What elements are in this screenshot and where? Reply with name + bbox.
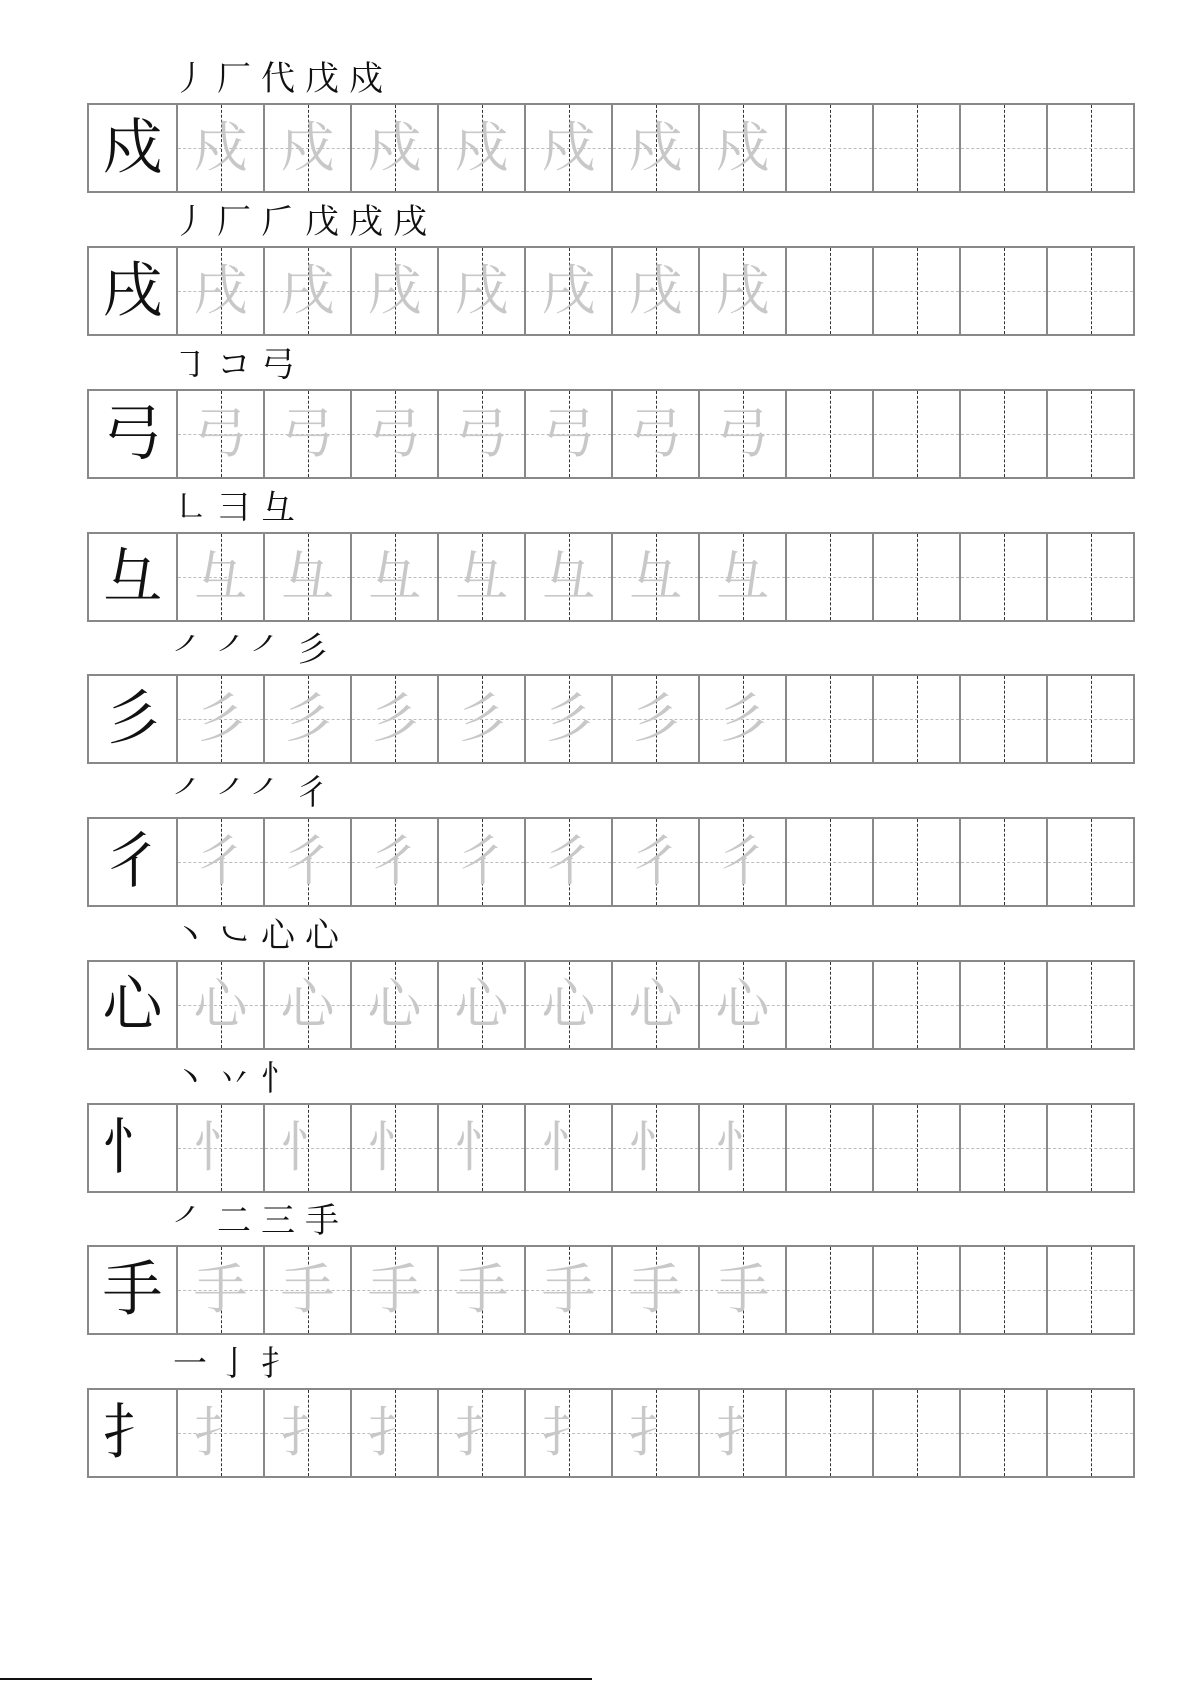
blank-writing-cell [872,819,959,905]
trace-character: 手 [193,1258,248,1321]
vertical-guide-line [917,105,918,191]
trace-character: 戍 [715,116,770,179]
trace-character: 戌 [454,259,509,322]
trace-cell [263,1105,350,1191]
trace-cell [176,962,263,1048]
practice-row [87,389,1135,479]
trace-character: 戌 [541,259,596,322]
trace-cell [350,391,437,477]
stroke-order [173,630,339,670]
blank-writing-cell [1046,248,1133,334]
blank-writing-cell [872,1105,959,1191]
practice-row [87,103,1135,193]
trace-cell [524,1390,611,1476]
vertical-guide-line [830,962,831,1048]
blank-writing-cell [785,248,872,334]
blank-writing-cell [872,1390,959,1476]
vertical-guide-line [917,1390,918,1476]
trace-character: 彡 [280,687,335,750]
trace-character: 扌 [541,1401,596,1464]
model-character: 彡 [102,684,163,754]
trace-cell [611,819,698,905]
vertical-guide-line [917,676,918,762]
stroke-step: 忄 [261,1059,295,1099]
blank-writing-cell [872,105,959,191]
vertical-guide-line [1091,1105,1092,1191]
vertical-guide-line [1091,1390,1092,1476]
blank-writing-cell [959,248,1046,334]
trace-cell [176,105,263,191]
trace-cell [524,962,611,1048]
trace-cell [437,676,524,762]
blank-writing-cell [785,676,872,762]
trace-cell [176,1247,263,1333]
stroke-step: 扌 [261,1344,295,1384]
trace-character: 戍 [628,116,683,179]
trace-cell [176,391,263,477]
trace-cell [176,819,263,905]
trace-cell [350,1390,437,1476]
model-cell [89,1105,176,1191]
stroke-step: ㇒㇒ [217,630,285,670]
trace-character: 戌 [628,259,683,322]
trace-cell [263,391,350,477]
blank-writing-cell [872,962,959,1048]
trace-character: 戌 [367,259,422,322]
stroke-step: ㇆ [173,345,207,385]
blank-writing-cell [872,248,959,334]
vertical-guide-line [830,534,831,620]
vertical-guide-line [1091,962,1092,1048]
trace-character: 彡 [193,687,248,750]
trace-cell [698,105,785,191]
vertical-guide-line [1004,1247,1005,1333]
vertical-guide-line [1004,534,1005,620]
trace-character: 手 [715,1258,770,1321]
stroke-step: 弓 [261,345,295,385]
trace-cell [611,391,698,477]
model-cell [89,1390,176,1476]
stroke-step: 𠂆 [261,202,295,242]
blank-writing-cell [959,1247,1046,1333]
trace-cell [350,248,437,334]
model-character: 戌 [102,256,163,326]
stroke-step: 代 [261,59,295,99]
stroke-step: 彑 [261,488,295,528]
trace-character: 忄 [541,1116,596,1179]
trace-character: 彑 [715,545,770,608]
practice-row [87,817,1135,907]
model-character: 彑 [102,542,163,612]
trace-cell [263,248,350,334]
stroke-step: 彡 [295,630,329,670]
practice-row [87,674,1135,764]
trace-cell [524,248,611,334]
trace-character: 彳 [628,830,683,893]
blank-writing-cell [872,1247,959,1333]
stroke-order [173,59,393,99]
stroke-step: 三 [261,1201,295,1241]
trace-character: 弓 [367,402,422,465]
stroke-step: 厂 [217,202,251,242]
vertical-guide-line [830,819,831,905]
trace-cell [176,676,263,762]
practice-row [87,960,1135,1050]
trace-cell [437,105,524,191]
vertical-guide-line [830,1105,831,1191]
blank-writing-cell [1046,1105,1133,1191]
trace-character: 心 [280,973,335,1036]
blank-writing-cell [1046,1390,1133,1476]
trace-character: 扌 [367,1401,422,1464]
trace-character: 手 [454,1258,509,1321]
trace-character: 忄 [628,1116,683,1179]
trace-cell [437,1247,524,1333]
stroke-step: 亅 [217,1344,251,1384]
trace-cell [437,391,524,477]
trace-character: 彳 [367,830,422,893]
stroke-step: ㇒ [173,1201,207,1241]
model-cell [89,962,176,1048]
trace-cell [611,962,698,1048]
trace-character: 彑 [280,545,335,608]
model-character: 心 [102,970,163,1040]
stroke-order [173,1059,305,1099]
blank-writing-cell [785,962,872,1048]
trace-character: 忄 [193,1116,248,1179]
vertical-guide-line [917,534,918,620]
trace-cell [350,1105,437,1191]
stroke-step: コ [217,345,251,385]
vertical-guide-line [1004,1390,1005,1476]
trace-character: 心 [541,973,596,1036]
blank-writing-cell [785,534,872,620]
trace-cell [524,534,611,620]
trace-cell [524,1247,611,1333]
stroke-order [173,1201,349,1241]
vertical-guide-line [830,248,831,334]
blank-writing-cell [959,105,1046,191]
trace-cell [437,962,524,1048]
trace-character: 扌 [454,1401,509,1464]
stroke-step: 心 [305,916,339,956]
stroke-step: ㇒ [173,773,207,813]
trace-character: 戍 [367,116,422,179]
trace-cell [698,676,785,762]
trace-cell [698,534,785,620]
model-cell [89,248,176,334]
vertical-guide-line [830,105,831,191]
stroke-step: 戌 [349,202,383,242]
trace-character: 戌 [280,259,335,322]
blank-writing-cell [872,534,959,620]
trace-character: 心 [454,973,509,1036]
trace-character: 弓 [454,402,509,465]
practice-row [87,1103,1135,1193]
stroke-order [173,773,339,813]
vertical-guide-line [917,391,918,477]
trace-character: 戍 [193,116,248,179]
blank-writing-cell [872,391,959,477]
vertical-guide-line [1091,248,1092,334]
trace-character: 心 [193,973,248,1036]
vertical-guide-line [1004,391,1005,477]
blank-writing-cell [785,1247,872,1333]
trace-cell [698,1105,785,1191]
footer-divider [0,1678,592,1680]
trace-character: 忄 [454,1116,509,1179]
trace-character: 戌 [193,259,248,322]
trace-character: 彳 [541,830,596,893]
blank-writing-cell [785,391,872,477]
vertical-guide-line [1091,105,1092,191]
practice-row [87,1245,1135,1335]
blank-writing-cell [872,676,959,762]
trace-character: 弓 [715,402,770,465]
trace-cell [263,1390,350,1476]
blank-writing-cell [1046,819,1133,905]
stroke-step: 丷 [217,1059,251,1099]
model-cell [89,676,176,762]
blank-writing-cell [959,962,1046,1048]
trace-character: 弓 [628,402,683,465]
trace-character: 心 [628,973,683,1036]
model-cell [89,819,176,905]
model-character: 忄 [102,1113,163,1183]
trace-character: 彡 [715,687,770,750]
trace-cell [524,1105,611,1191]
vertical-guide-line [1091,1247,1092,1333]
stroke-step: ㇗ [173,488,207,528]
trace-cell [698,1390,785,1476]
trace-character: 忄 [715,1116,770,1179]
trace-character: 弓 [280,402,335,465]
stroke-order [173,202,437,242]
trace-cell [698,962,785,1048]
trace-character: 忄 [367,1116,422,1179]
blank-writing-cell [785,1390,872,1476]
blank-writing-cell [959,1105,1046,1191]
model-cell [89,391,176,477]
vertical-guide-line [1004,1105,1005,1191]
blank-writing-cell [1046,676,1133,762]
trace-character: 彡 [367,687,422,750]
trace-cell [263,534,350,620]
stroke-step: 厂 [217,59,251,99]
trace-cell [350,105,437,191]
vertical-guide-line [917,1247,918,1333]
vertical-guide-line [830,391,831,477]
stroke-order [173,916,349,956]
trace-character: 扌 [193,1401,248,1464]
stroke-order [173,488,305,528]
vertical-guide-line [830,676,831,762]
blank-writing-cell [959,1390,1046,1476]
trace-character: 彑 [628,545,683,608]
trace-cell [611,105,698,191]
trace-cell [611,534,698,620]
vertical-guide-line [1091,534,1092,620]
vertical-guide-line [1004,676,1005,762]
trace-cell [437,534,524,620]
trace-character: 手 [367,1258,422,1321]
trace-character: 彳 [454,830,509,893]
trace-character: 手 [541,1258,596,1321]
stroke-step: 丿 [173,59,207,99]
trace-cell [176,248,263,334]
blank-writing-cell [785,819,872,905]
vertical-guide-line [1004,819,1005,905]
stroke-step: 丶 [173,1059,207,1099]
stroke-step: 彳 [295,773,329,813]
stroke-step: 戊 [305,59,339,99]
trace-character: 心 [715,973,770,1036]
vertical-guide-line [1004,105,1005,191]
stroke-step: ㇒ [173,630,207,670]
trace-cell [263,962,350,1048]
trace-cell [698,391,785,477]
practice-row [87,1388,1135,1478]
trace-cell [698,1247,785,1333]
trace-character: 戍 [454,116,509,179]
trace-character: 彳 [280,830,335,893]
trace-cell [437,819,524,905]
blank-writing-cell [1046,105,1133,191]
trace-cell [350,534,437,620]
trace-cell [611,248,698,334]
trace-cell [350,819,437,905]
stroke-step: 戍 [349,59,383,99]
blank-writing-cell [1046,962,1133,1048]
trace-cell [437,1390,524,1476]
trace-cell [176,534,263,620]
vertical-guide-line [1091,391,1092,477]
blank-writing-cell [1046,391,1133,477]
stroke-step: 丿 [173,202,207,242]
trace-cell [611,1390,698,1476]
model-cell [89,105,176,191]
trace-character: 戍 [541,116,596,179]
vertical-guide-line [830,1390,831,1476]
trace-cell [437,248,524,334]
vertical-guide-line [1004,962,1005,1048]
model-character: 手 [102,1255,163,1325]
blank-writing-cell [1046,1247,1133,1333]
stroke-step: 戌 [393,202,427,242]
trace-cell [263,1247,350,1333]
stroke-step: 戊 [305,202,339,242]
trace-cell [524,819,611,905]
trace-cell [263,105,350,191]
vertical-guide-line [830,1247,831,1333]
trace-cell [263,819,350,905]
trace-character: 彳 [715,830,770,893]
trace-character: 扌 [628,1401,683,1464]
model-cell [89,534,176,620]
trace-cell [611,676,698,762]
blank-writing-cell [959,819,1046,905]
trace-cell [611,1105,698,1191]
stroke-step: 手 [305,1201,339,1241]
trace-cell [524,676,611,762]
trace-character: 扌 [280,1401,335,1464]
trace-cell [611,1247,698,1333]
trace-cell [524,105,611,191]
trace-cell [437,1105,524,1191]
trace-character: 扌 [715,1401,770,1464]
trace-character: 彡 [541,687,596,750]
vertical-guide-line [917,248,918,334]
blank-writing-cell [785,1105,872,1191]
trace-cell [350,676,437,762]
vertical-guide-line [917,1105,918,1191]
trace-cell [698,819,785,905]
stroke-step: ㇒㇒ [217,773,285,813]
blank-writing-cell [959,391,1046,477]
model-cell [89,1247,176,1333]
trace-character: 手 [628,1258,683,1321]
stroke-step: ㇃ [217,916,251,956]
blank-writing-cell [959,534,1046,620]
trace-character: 忄 [280,1116,335,1179]
vertical-guide-line [1004,248,1005,334]
trace-character: 彑 [193,545,248,608]
trace-character: 彡 [628,687,683,750]
model-character: 扌 [102,1398,163,1468]
practice-row [87,532,1135,622]
stroke-order [173,345,305,385]
trace-character: 弓 [193,402,248,465]
trace-character: 戍 [280,116,335,179]
trace-cell [698,248,785,334]
stroke-step: 二 [217,1201,251,1241]
trace-character: 弓 [541,402,596,465]
vertical-guide-line [1091,676,1092,762]
trace-cell [263,676,350,762]
stroke-order [173,1344,305,1384]
trace-character: 戌 [715,259,770,322]
model-character: 彳 [102,827,163,897]
blank-writing-cell [959,676,1046,762]
trace-character: 彳 [193,830,248,893]
trace-character: 手 [280,1258,335,1321]
practice-row [87,246,1135,336]
trace-cell [176,1105,263,1191]
trace-cell [350,1247,437,1333]
blank-writing-cell [1046,534,1133,620]
trace-character: 彑 [454,545,509,608]
trace-character: 心 [367,973,422,1036]
blank-writing-cell [785,105,872,191]
model-character: 戍 [102,113,163,183]
vertical-guide-line [1091,819,1092,905]
stroke-step: 一 [173,1344,207,1384]
stroke-step: 彐 [217,488,251,528]
trace-cell [524,391,611,477]
trace-character: 彑 [367,545,422,608]
trace-character: 彑 [541,545,596,608]
model-character: 弓 [102,399,163,469]
trace-character: 彡 [454,687,509,750]
vertical-guide-line [917,962,918,1048]
trace-cell [176,1390,263,1476]
vertical-guide-line [917,819,918,905]
trace-cell [350,962,437,1048]
stroke-step: 丶 [173,916,207,956]
stroke-step: 心 [261,916,295,956]
